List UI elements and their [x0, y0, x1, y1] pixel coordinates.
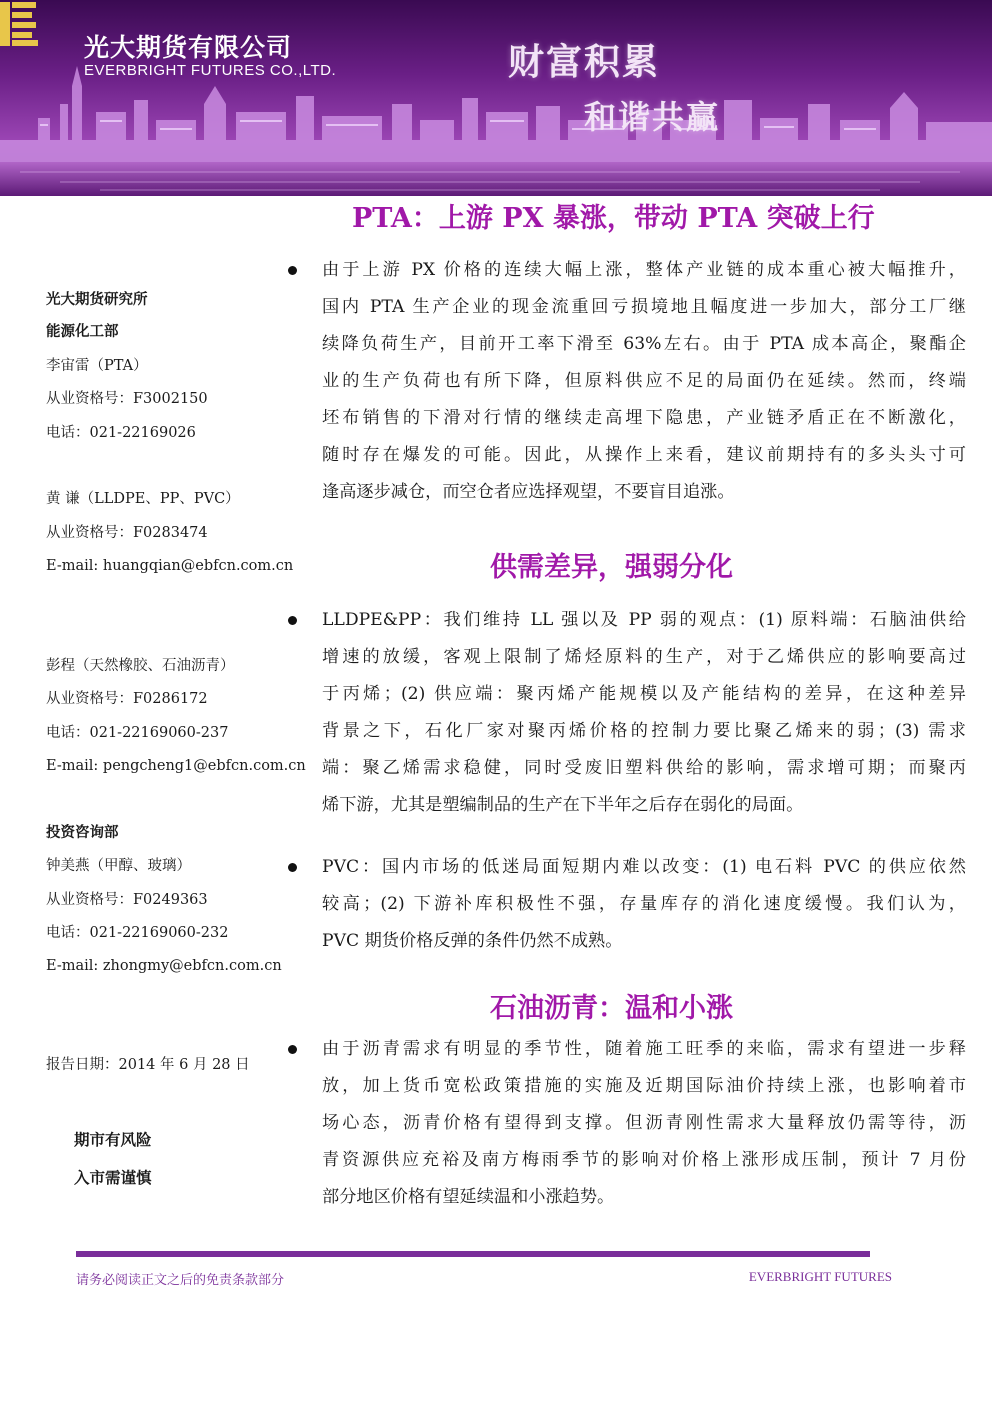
- paragraph-line: 由于上游 PX 价格的连续大幅上涨，整体产业链的成本重心被大幅推升，: [322, 260, 966, 280]
- consult-department-name: 投资咨询部: [46, 824, 119, 841]
- footer-disclaimer-note: 请务必阅读正文之后的免责条款部分: [76, 1273, 285, 1288]
- paragraph-line: PVC 期货价格反弹的条件仍然不成熟。: [322, 931, 623, 951]
- paragraph-line: 业的生产负荷也有所下降，但原料供应不足的局面仍在延续。然而，终端: [322, 371, 966, 391]
- bullet-icon: [288, 1045, 297, 1054]
- risk-warning-line-1: 期市有风险: [74, 1130, 152, 1149]
- analyst-license: 从业资格号：F0286172: [46, 691, 208, 707]
- bullet-icon: [288, 863, 297, 872]
- analyst-email: E-mail: pengcheng1@ebfcn.com.cn: [46, 758, 306, 774]
- analyst-name: 彭程（天然橡胶、石油沥青）: [46, 658, 235, 674]
- paragraph-line: 烯下游，尤其是塑编制品的生产在下半年之后存在弱化的局面。: [322, 795, 804, 815]
- analyst-name: 钟美燕（甲醇、玻璃）: [46, 858, 191, 874]
- paragraph-line: 放，加上货币宽松政策措施的实施及近期国际油价持续上涨，也影响着市: [322, 1076, 966, 1096]
- paragraph-line: 随时存在爆发的可能。因此，从操作上来看，建议前期持有的多头头寸可: [322, 445, 966, 465]
- section-title-asphalt: 石油沥青：温和小涨: [490, 993, 733, 1024]
- bullet-icon: [288, 616, 297, 625]
- footer-divider: [76, 1251, 870, 1257]
- paragraph-line: 青资源供应充裕及南方梅雨季节的影响对价格上涨形成压制，预计 7 月份: [322, 1150, 966, 1170]
- analyst-license: 从业资格号：F3002150: [46, 391, 208, 407]
- risk-warning-line-2: 入市需谨慎: [74, 1168, 152, 1187]
- section-title-polyolefin: 供需差异，强弱分化: [490, 552, 733, 583]
- everbright-logo-icon: [0, 0, 38, 48]
- paragraph-line: 部分地区价格有望延续温和小涨趋势。: [322, 1187, 615, 1207]
- report-date: 报告日期：2014 年 6 月 28 日: [46, 1057, 250, 1073]
- analyst-license: 从业资格号：F0249363: [46, 892, 208, 908]
- department-name: 能源化工部: [46, 323, 119, 340]
- paragraph-line: 增速的放缓，客观上限制了烯烃原料的生产，对于乙烯供应的影响要高过: [322, 647, 966, 667]
- section-title-pta: PTA：上游 PX 暴涨，带动 PTA 突破上行: [352, 203, 875, 234]
- company-name-en: EVERBRIGHT FUTURES CO.,LTD.: [84, 62, 337, 79]
- paragraph-line: 端：聚乙烯需求稳健，同时受废旧塑料供给的影响，需求增可期；而聚丙: [322, 758, 966, 778]
- paragraph-line: 场心态，沥青价格有望得到支撑。但沥青刚性需求大量释放仍需等待，沥: [322, 1113, 966, 1133]
- paragraph-line: PVC：国内市场的低迷局面短期内难以改变：(1) 电石料 PVC 的供应依然: [322, 857, 966, 877]
- footer-brand: EVERBRIGHT FUTURES: [748, 1269, 892, 1284]
- slogan-line-2: 和谐共赢: [584, 98, 721, 136]
- paragraph-line: 续降负荷生产，目前开工率下滑至 63%左右。由于 PTA 成本高企，聚酯企: [322, 334, 966, 354]
- analyst-name: 李宙雷（PTA）: [46, 358, 148, 374]
- paragraph-line: LLDPE&PP：我们维持 LL 强以及 PP 弱的观点：(1) 原料端：石脑油供给: [322, 610, 966, 630]
- bullet-icon: [288, 266, 297, 275]
- paragraph-line: 由于沥青需求有明显的季节性，随着施工旺季的来临，需求有望进一步释: [322, 1039, 966, 1059]
- paragraph-lldpe-pp: [322, 602, 966, 824]
- header-banner: [0, 0, 992, 196]
- institute-name: 光大期货研究所: [46, 291, 148, 308]
- company-name-cn: 光大期货有限公司: [84, 33, 293, 62]
- analyst-email: E-mail: huangqian@ebfcn.com.cn: [46, 558, 294, 574]
- analyst-phone: 电话：021-22169026: [46, 425, 196, 441]
- slogan-line-1: 财富积累: [508, 42, 661, 83]
- analyst-email: E-mail: zhongmy@ebfcn.com.cn: [46, 958, 282, 974]
- paragraph-line: 于丙烯；(2) 供应端：聚丙烯产能规模以及产能结构的差异，在这种差异: [322, 684, 966, 704]
- paragraph-line: 国内 PTA 生产企业的现金流重回亏损境地且幅度进一步加大，部分工厂继: [322, 297, 966, 317]
- paragraph-asphalt: [322, 1031, 966, 1216]
- paragraph-line: 较高；(2) 下游补库积极性不强，存量库存的消化速度缓慢。我们认为，: [322, 894, 966, 914]
- analyst-name: 黄 谦（LLDPE、PP、PVC）: [46, 491, 240, 507]
- paragraph-pta: [322, 252, 966, 511]
- paragraph-line: 背景之下，石化厂家对聚丙烯价格的控制力要比聚乙烯来的弱；(3) 需求: [322, 721, 966, 741]
- paragraph-line: 逢高逐步减仓，而空仓者应选择观望，不要盲目追涨。: [322, 482, 735, 502]
- analyst-license: 从业资格号：F0283474: [46, 525, 208, 541]
- paragraph-line: 坯布销售的下滑对行情的继续走高埋下隐患，产业链矛盾正在不断激化，: [322, 408, 966, 428]
- analyst-phone: 电话：021-22169060-237: [46, 725, 229, 741]
- analyst-phone: 电话：021-22169060-232: [46, 925, 229, 941]
- paragraph-pvc: [322, 849, 966, 960]
